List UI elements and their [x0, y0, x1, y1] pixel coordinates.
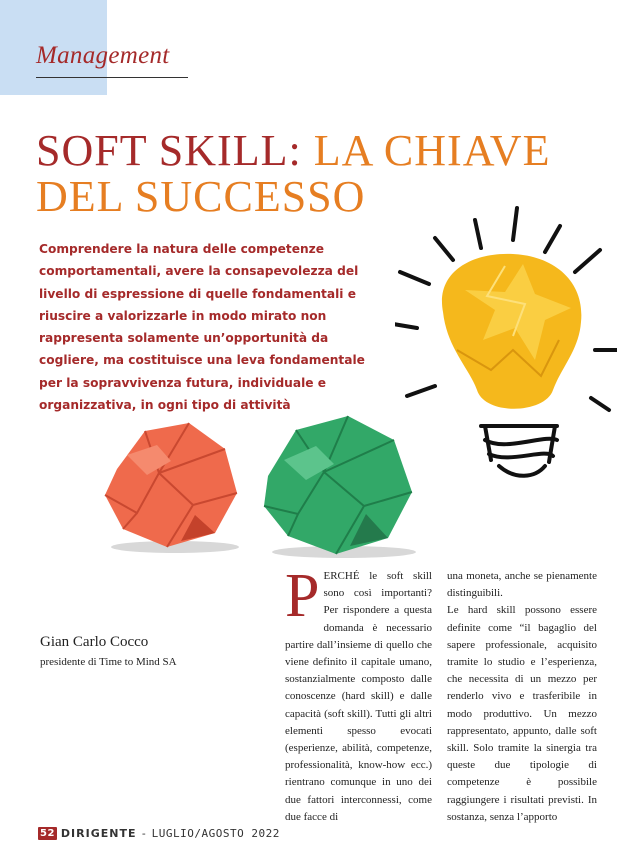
headline-part-b: LA CHIAVE DEL SUCCESSO — [36, 126, 551, 221]
magazine-name: DIRIGENTE — [60, 827, 137, 840]
article-paragraph: una moneta, anche se pienamente distinguibili. — [447, 570, 597, 600]
ray-line — [400, 272, 429, 284]
section-label: Management — [36, 42, 170, 69]
bulb-base-line — [489, 454, 553, 458]
issue-date: LUGLIO/AGOSTO 2022 — [151, 827, 280, 840]
ray-line — [545, 226, 560, 252]
lightbulb-illustration — [395, 200, 617, 500]
headline-part-a: SOFT SKILL: — [36, 126, 302, 175]
article-column-2 — [447, 568, 597, 826]
section-rule — [36, 77, 188, 78]
page-footer — [38, 827, 280, 840]
page-number: 52 — [40, 828, 55, 839]
ray-line — [591, 398, 609, 410]
author-name: Gian Carlo Cocco — [40, 634, 149, 650]
ray-line — [575, 250, 600, 272]
ray-line — [435, 238, 453, 260]
ray-line — [407, 386, 435, 396]
red-paper-ball — [97, 415, 243, 555]
bulb-glass — [442, 254, 581, 409]
author-role: presidente di Time to Mind SA — [40, 656, 177, 668]
ray-line — [475, 220, 481, 248]
ray-line — [395, 324, 417, 328]
bulb-base-line — [485, 439, 557, 444]
article-paragraph: Le hard skill possono essere definite come “il bagaglio del sapere professionale, acquisito tramite lo studio e l’esperienza, che necessita di un mezzo per renderlo vivo e trasferibile in modo produttivo. Un mezzo rappresentato, appunto, dalle soft skill. Solo tramite la sinergia tra queste due tipologie di competenze è possibile raggiungere i risultati previsti. In sostanza, senza l’apporto — [447, 604, 597, 823]
bulb-base-line — [499, 466, 545, 476]
lead-paragraph: Comprendere la natura delle competenze comportamentali, avere la consapevolezza del livello di espressione di quelle fondamentali e riuscire a valorizzarle in modo mirato non rappresenta solamente un’opportunità da cogliere, ma costituisce una leva fondamentale per la sopravvivenza futura, individuale e organizzativa, in ogni tipo di attività — [39, 242, 365, 413]
drop-cap: P — [285, 562, 320, 630]
footer-separator: - — [140, 827, 148, 840]
green-paper-ball — [254, 410, 416, 560]
article-paragraph: ERCHÉ le soft skill sono così importanti? Per rispondere a questa domanda è necessario partire dall’insieme di quello che viene definito il capitale umano, sostanzialmente composto dalle conoscenze (hard skill) e dalle capacità (soft skill). Tutti gli altri elementi spesso evocati (esperienze, abilità, competenze, professionalità, know-how ecc.) rientrano comunque in uno dei due fattori interconnessi, come due facce di — [285, 570, 432, 823]
article-column-1 — [285, 562, 432, 826]
ray-line — [513, 208, 517, 240]
